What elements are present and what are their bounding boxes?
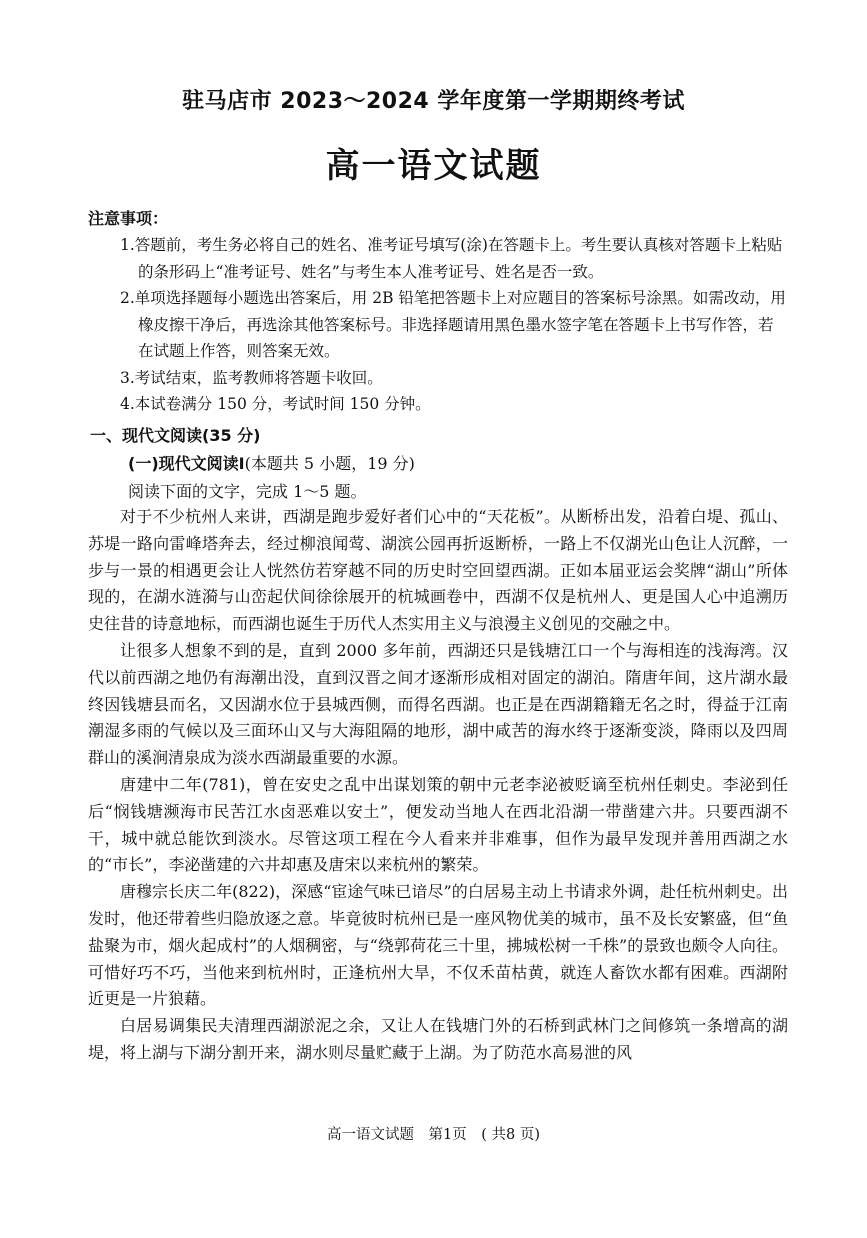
notice-item: 1.答题前，考生务必将自己的姓名、准考证号填写(涂)在答题卡上。考生要认真核对答题卡上粘贴的条形码上“准考证号、姓名”与考生本人准考证号、姓名是否一致。 <box>120 236 783 281</box>
subsection-note: (本题共 5 小题，19 分) <box>244 454 415 473</box>
notice-item: 4.本试卷满分 150 分，考试时间 150 分钟。 <box>120 395 431 413</box>
notice-heading: 注意事项： <box>88 209 169 228</box>
subsection-line <box>128 451 415 474</box>
notice-list <box>120 232 788 418</box>
passage-paragraph: 让很多人想象不到的是，直到 2000 多年前，西湖还只是钱塘江口一个与海相连的浅海湾。汉代以前西湖之地仍有海潮出没，直到汉晋之间才逐渐形成相对固定的湖泊。隋唐年间，这片湖水最终因钱塘县而名，又因湖水位于县城西侧，而得名西湖。也正是在西湖籍籍无名之时，得益于江南潮湿多雨的气候以及三面环山又与大海阻隔的地形，湖中咸苦的海水终于逐渐变淡，降雨以及四周群山的溪涧清泉成为淡水西湖最重要的水源。 <box>88 640 788 768</box>
section-heading: 一、现代文阅读(35 分) <box>90 426 261 445</box>
subject-title: 高一语文试题 <box>325 146 542 186</box>
subsection-title: (一)现代文阅读Ⅰ <box>128 454 245 473</box>
passage-paragraph: 唐建中二年(781)，曾在安史之乱中出谋划策的朝中元老李泌被贬谪至杭州任刺史。李泌到任后“悯钱塘濒海市民苦江水卤恶难以安土”，便发动当地人在西北沿湖一带凿建六井。只要西湖不干，城中就总能饮到淡水。尽管这项工程在今人看来并非难事，但作为最早发现并善用西湖之水的“市长”，李泌凿建的六井却惠及唐宋以来杭州的繁荣。 <box>88 774 788 875</box>
exam-title: 驻马店市 2023～2024 学年度第一学期期终考试 <box>182 89 685 114</box>
reading-instruction: 阅读下面的文字，完成 1～5 题。 <box>128 482 367 501</box>
reading-passage <box>88 504 788 1067</box>
passage-paragraph: 白居易调集民夫清理西湖淤泥之余，又让人在钱塘门外的石桥到武林门之间修筑一条增高的湖堤，将上湖与下湖分割开来，湖水则尽量贮藏于上湖。为了防范水高易泄的风 <box>88 1016 788 1062</box>
notice-item: 2.单项选择题每小题选出答案后，用 2B 铅笔把答题卡上对应题目的答案标号涂黑。如需改动，用橡皮擦干净后，再选涂其他答案标号。非选择题请用黑色墨水签字笔在答题卡上书写作答，若在试题上作答，则答案无效。 <box>120 289 786 360</box>
passage-paragraph: 对于不少杭州人来讲，西湖是跑步爱好者们心中的“天花板”。从断桥出发，沿着白堤、孤山、苏堤一路向雷峰塔奔去，经过柳浪闻莺、湖滨公园再折返断桥，一路上不仅湖光山色让人沉醉，一步与一景的相遇更会让人恍然仿若穿越不同的历史时空回望西湖。正如本届亚运会奖牌“湖山”所体现的，在湖水涟漪与山峦起伏间徐徐展开的杭城画卷中，西湖不仅是杭州人、更是国人心中追溯历史往昔的诗意地标，而西湖也诞生于历代人杰实用主义与浪漫主义创见的交融之中。 <box>88 507 788 634</box>
notice-item: 3.考试结束，监考教师将答题卡收回。 <box>120 368 383 387</box>
passage-paragraph: 唐穆宗长庆二年(822)，深感“宦途气味已谙尽”的白居易主动上书请求外调，赴任杭州刺史。出发时，他还带着些归隐放逐之意。毕竟彼时杭州已是一座风物优美的城市，虽不及长安繁盛，但“鱼盐聚为市，烟火起成村”的人烟稠密，与“绕郭荷花三十里，拂城松树一千株”的景致也颇令人向往。可惜好巧不巧，当他来到杭州时，正逢杭州大旱，不仅禾苗枯黄，就连人畜饮水都有困难。西湖附近更是一片狼藉。 <box>88 882 788 1009</box>
page-footer: 高一语文试题 第1页 ( 共8 页) <box>327 1127 540 1143</box>
